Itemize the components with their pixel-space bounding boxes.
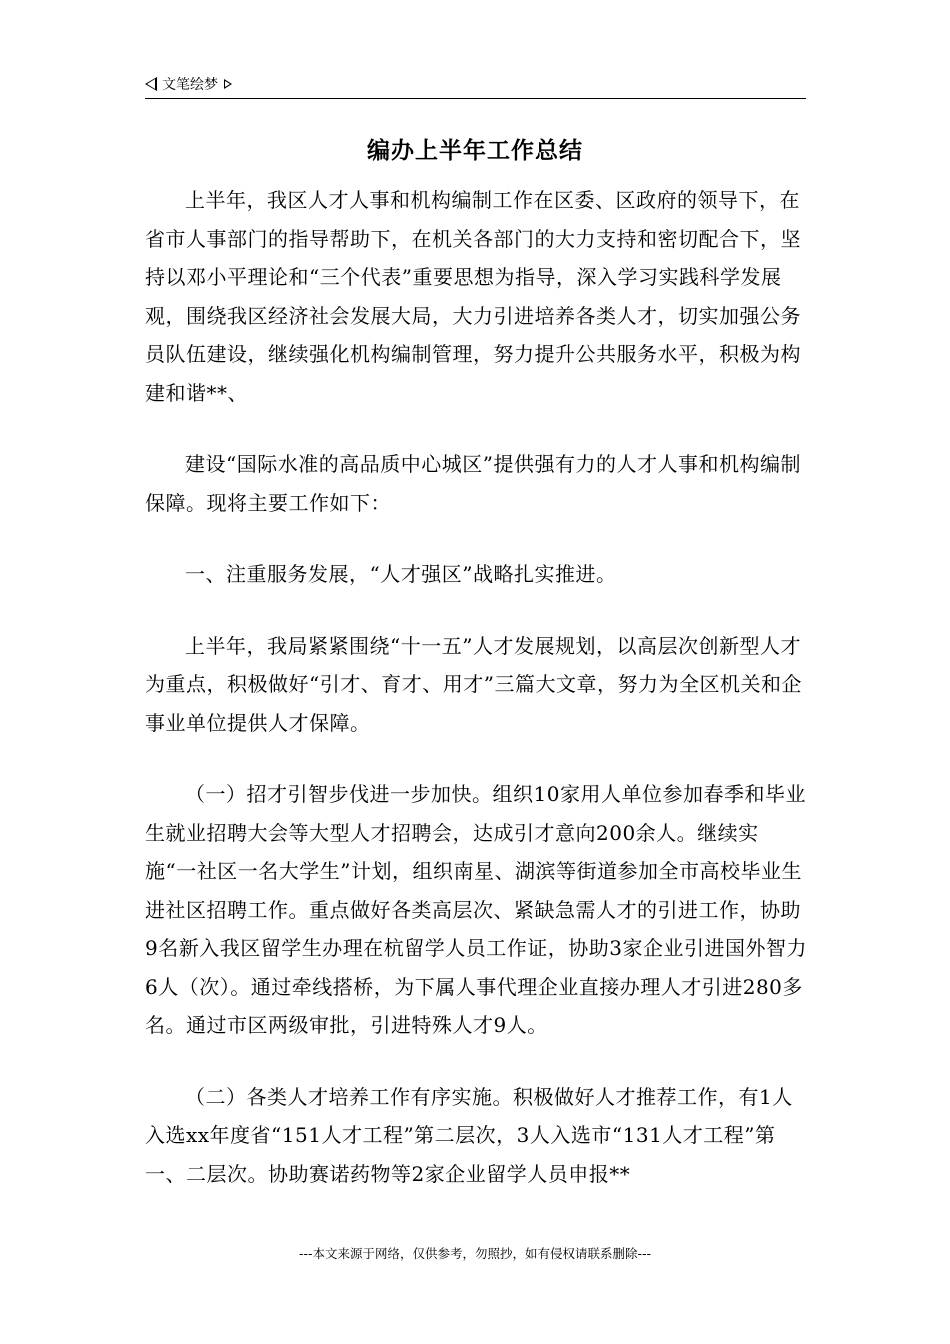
document-title: 编办上半年工作总结 <box>367 138 583 164</box>
paragraph-subsection-1: （一）招才引智步伐进一步加快。组织10家用人单位参加春季和毕业生就业招聘大会等大型人才招聘会，达成引才意向200余人。继续实施“一社区一名大学生”计划，组织南星、湖滨等街道参加全市高校毕业生进社区招聘工作。重点做好各类高层次、紧缺急需人才的引进工作，协助9名新入我区留学生办理在杭留学人员工作证，协助3家企业引进国外智力6人（次）。通过牵线搭桥，为下属人事代理企业直接办理人才引进280多名。通过市区两级审批，引进特殊人才9人。 <box>145 782 807 1037</box>
paragraph-continuation: 建设“国际水准的高品质中心城区”提供强有力的人才人事和机构编制保障。现将主要工作如下： <box>145 452 801 515</box>
section-heading-1: 一、注重服务发展，“人才强区”战略扎实推进。 <box>185 562 617 586</box>
document-body <box>145 181 810 1193</box>
page-header <box>145 74 806 99</box>
paragraph-intro: 上半年，我区人才人事和机构编制工作在区委、区政府的领导下，在省市人事部门的指导帮助下，在机关各部门的大力支持和密切配合下，坚持以邓小平理论和“三个代表”重要思想为指导，深入学习实践科学发展观，围绕我区经济社会发展大局，大力引进培养各类人才，切实加强公务员队伍建设，继续强化机构编制管理，努力提升公共服务水平，积极为构建和谐**、 <box>145 188 801 405</box>
paragraph-subsection-2: （二）各类人才培养工作有序实施。积极做好人才推荐工作，有1人入选xx年度省“151人才工程”第二层次，3人入选市“131人才工程”第一、二层次。协助赛诺药物等2家企业留学人员申报** <box>145 1084 793 1186</box>
brand-logo <box>145 74 232 94</box>
brand-name: 文笔绘梦 <box>162 77 218 93</box>
right-triangle-icon <box>224 79 232 89</box>
page-footer: ---本文来源于网络，仅供参考，勿照抄，如有侵权请联系删除--- <box>298 1246 652 1261</box>
paragraph-section-1: 上半年，我局紧紧围绕“十一五”人才发展规划，以高层次创新型人才为重点，积极做好“引才、育才、用才”三篇大文章，努力为全区机关和企事业单位提供人才保障。 <box>145 633 802 735</box>
left-triangle-icon <box>145 77 157 91</box>
